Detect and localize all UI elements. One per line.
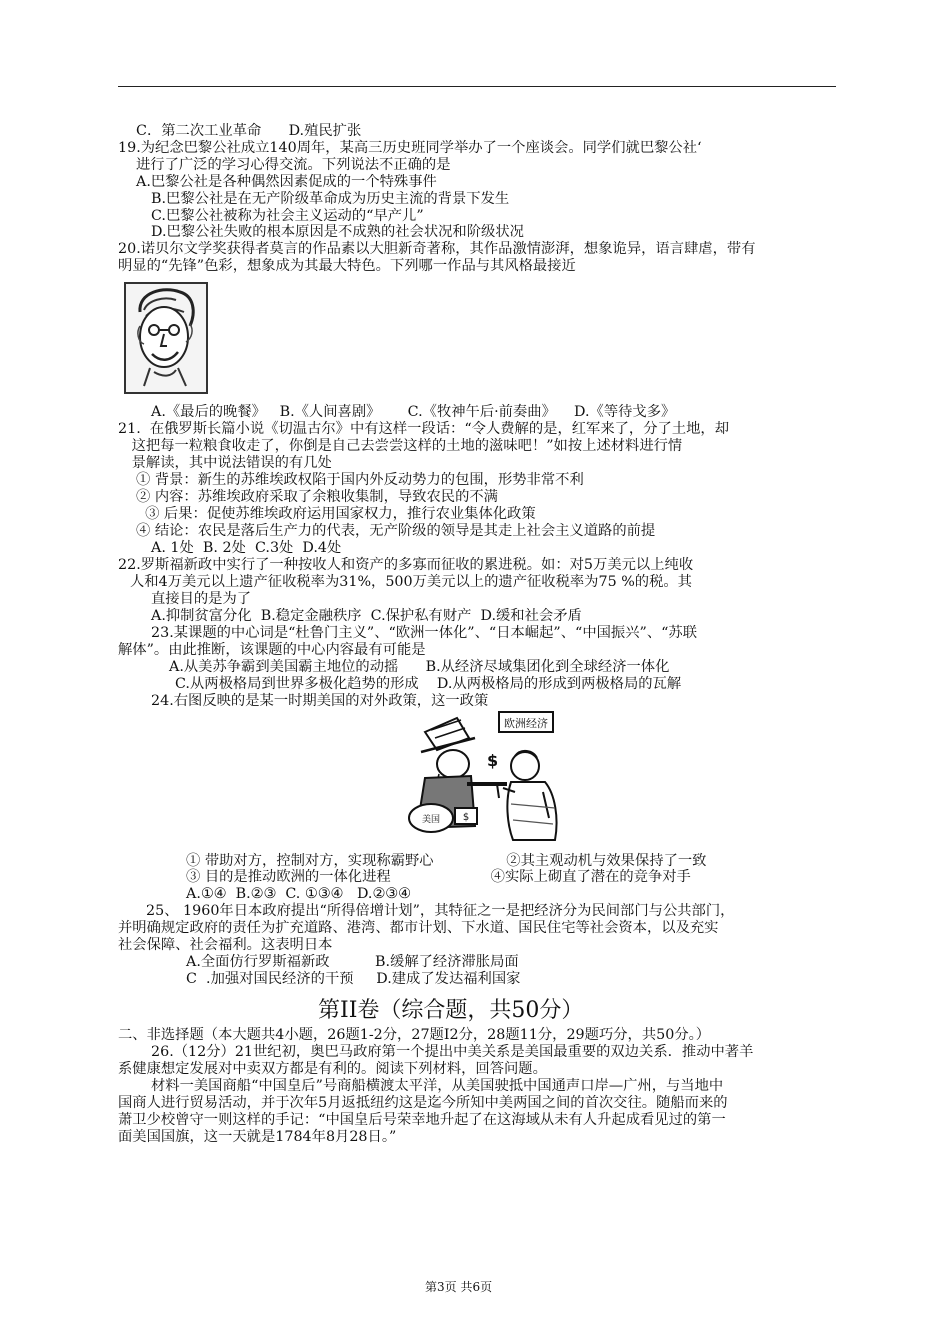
q26-material-1-cont: 国商人进行贸易活动，并于次年5月返抵纽约这是迄今所知中美两国之间的首次交往。随船而来的 bbox=[118, 1095, 728, 1111]
q21-item-4: ④ 结论：农民是落后生产力的代表，无产阶级的领导是其走上社会主义道路的前提 bbox=[136, 523, 656, 539]
svg-text:$: $ bbox=[487, 751, 499, 770]
q25-stem-cont: 并明确规定政府的责任为扩充道路、港湾、都市计划、下水道、国民住宅等社会资本，以及充实 bbox=[118, 920, 719, 936]
q25-stem-cont2: 社会保障、社会福利。这表明日本 bbox=[118, 937, 333, 953]
page-footer: 第3页 共6页 bbox=[425, 1280, 493, 1294]
q24-items-12: ① 带助对方，控制对方，实现称霸野心 ②其主观动机与效果保持了一致 bbox=[186, 853, 707, 869]
q22-stem-cont: 人和4万美元以上遗产征收税率为31%，500万美元以上的遗产征收税率为75 %的税。其 bbox=[130, 574, 692, 590]
q18-options-tail: C．第二次工业革命 D.殖民扩张 bbox=[136, 123, 362, 139]
part2-instructions: 二、非选择题（本大题共4小题，26题1-2分，27题I2分，28题11分，29题巧分，共50分。） bbox=[118, 1027, 711, 1043]
q25-options-ab: A.全面仿行罗斯福新政 B.缓解了经济滞胀局面 bbox=[186, 954, 519, 970]
section-title: 第II卷（综合题，共50分） bbox=[318, 998, 584, 1023]
q19-option-b: B.巴黎公社是在无产阶级革命成为历史主流的背景下发生 bbox=[151, 191, 510, 207]
cartoon-bag-label: 美国 bbox=[421, 815, 441, 825]
q19-stem-cont: 进行了广泛的学习心得交流。下列说法不正确的是 bbox=[136, 157, 451, 173]
q19-option-d: D.巴黎公社失败的根本原因是不成熟的社会状况和阶级状况 bbox=[151, 224, 524, 240]
q26-stem: 26.（12分）21世纪初，奥巴马政府第一个提出中美关系是美国最重要的双边关系．推动中著羊 bbox=[151, 1044, 754, 1060]
q21-stem-cont2: 景解读，其中说法错误的有几处 bbox=[118, 455, 332, 471]
q21-options: A. 1处 B. 2处 C.3处 D.4处 bbox=[151, 540, 342, 556]
q23-stem: 23.某课题的中心词是“杜鲁门主义”、“欧洲一体化”、“日本崛起”、“中国振兴”、“苏联 bbox=[151, 625, 698, 641]
q21-item-2: ② 内容：苏维埃政府采取了余粮收集制，导致农民的不满 bbox=[136, 489, 498, 505]
cartoon-figure bbox=[395, 708, 565, 848]
q19-stem: 19.为纪念巴黎公社成立140周年，某高三历史班同学举办了一个座谈会。同学们就巴黎公社‘ bbox=[118, 140, 702, 156]
q26-material-1: 材料一美国商船“中国皇后”号商船横渡太平洋，从美国驶抵中国通声口岸—广州，与当地中 bbox=[151, 1078, 724, 1094]
q25-stem: 25、 1960年日本政府提出“所得倍增计划”，其特征之一是把经济分为民间部门与公共部门， bbox=[146, 903, 735, 919]
q24-items-34: ③ 目的是推动欧洲的一体化进程 ④实际上砌直了潜在的竞争对手 bbox=[186, 869, 691, 885]
q22-options: A.抑制贫富分化 B.稳定金融秩序 C.保护私有财产 D.缓和社会矛盾 bbox=[151, 608, 582, 624]
caricature-figure bbox=[124, 282, 208, 394]
q23-stem-cont: 解体”。由此推断，该课题的中心内容最有可能是 bbox=[118, 642, 426, 658]
q22-stem: 22.罗斯福新政中实行了一种按收人和资产的多寡而征收的累进税。如：对5万美元以上纯收 bbox=[118, 557, 694, 573]
q26-stem-cont: 系健康想定发展对中卖双方都是有利的。阅读下列材料，回答问题。 bbox=[118, 1061, 547, 1077]
q26-material-1-cont3: 面美国国旗，这一天就是1784年8月28日。” bbox=[118, 1129, 397, 1145]
cartoon-sign-label: 欧洲经济 bbox=[504, 717, 548, 730]
q21-stem: 21. 在俄罗斯长篇小说《切温古尔》中有这样一段话：“令人费解的是，红军来了，分了土地，却 bbox=[118, 421, 730, 437]
q24-options: A.①④ B.②③ C. ①③④ D.②③④ bbox=[186, 886, 411, 902]
q22-stem-cont2: 直接目的是为了 bbox=[151, 591, 252, 607]
q21-item-1: ① 背景：新生的苏维埃政权陷于国内外反动势力的包围，形势非常不利 bbox=[136, 472, 584, 488]
q24-stem: 24.右图反映的是某一时期美国的对外政策，这一政策 bbox=[151, 693, 489, 709]
q20-options: A.《最后的晚餐》 B.《人间喜剧》 C.《牧神午后·前奏曲》 D.《等待戈多》 bbox=[151, 404, 676, 420]
q21-item-3: ③ 后果：促使苏维埃政府运用国家权力，推行农业集体化政策 bbox=[136, 506, 536, 522]
q25-options-cd: C .加强对国民经济的干预 D.建成了发达福利国家 bbox=[186, 971, 521, 987]
q19-option-a: A.巴黎公社是各种偶然因素促成的一个特殊事件 bbox=[136, 174, 437, 190]
svg-text:$: $ bbox=[462, 812, 470, 823]
q23-options-ab: A.从美苏争霸到美国霸主地位的动摇 B.从经济尽域集团化到全球经济一体化 bbox=[169, 659, 670, 675]
header-rule bbox=[118, 86, 836, 87]
q20-stem-cont: 明显的“先锋”色彩，想象成为其最大特色。下列哪一作品与其风格最接近 bbox=[118, 258, 576, 274]
q21-stem-cont: 这把每一粒粮食收走了，你倒是自己去尝尝这样的土地的滋味吧！”如按上述材料进行情 bbox=[118, 438, 683, 454]
q19-option-c: C.巴黎公社被称为社会主义运动的“早产儿” bbox=[151, 208, 424, 224]
q23-options-cd: C.从两极格局到世界多极化趋势的形成 D.从两极格局的形成到两极格局的瓦解 bbox=[175, 676, 682, 692]
q26-material-1-cont2: 萧卫少校曾守一则这样的手记：“中国皇后号荣幸地升起了在这海域从未有人升起成看见过的第一 bbox=[118, 1112, 726, 1128]
q20-stem: 20.诺贝尔文学奖获得者莫言的作品素以大胆新奇著称，其作品激情澎湃，想象诡异，语言肆虐，带有 bbox=[118, 241, 756, 257]
